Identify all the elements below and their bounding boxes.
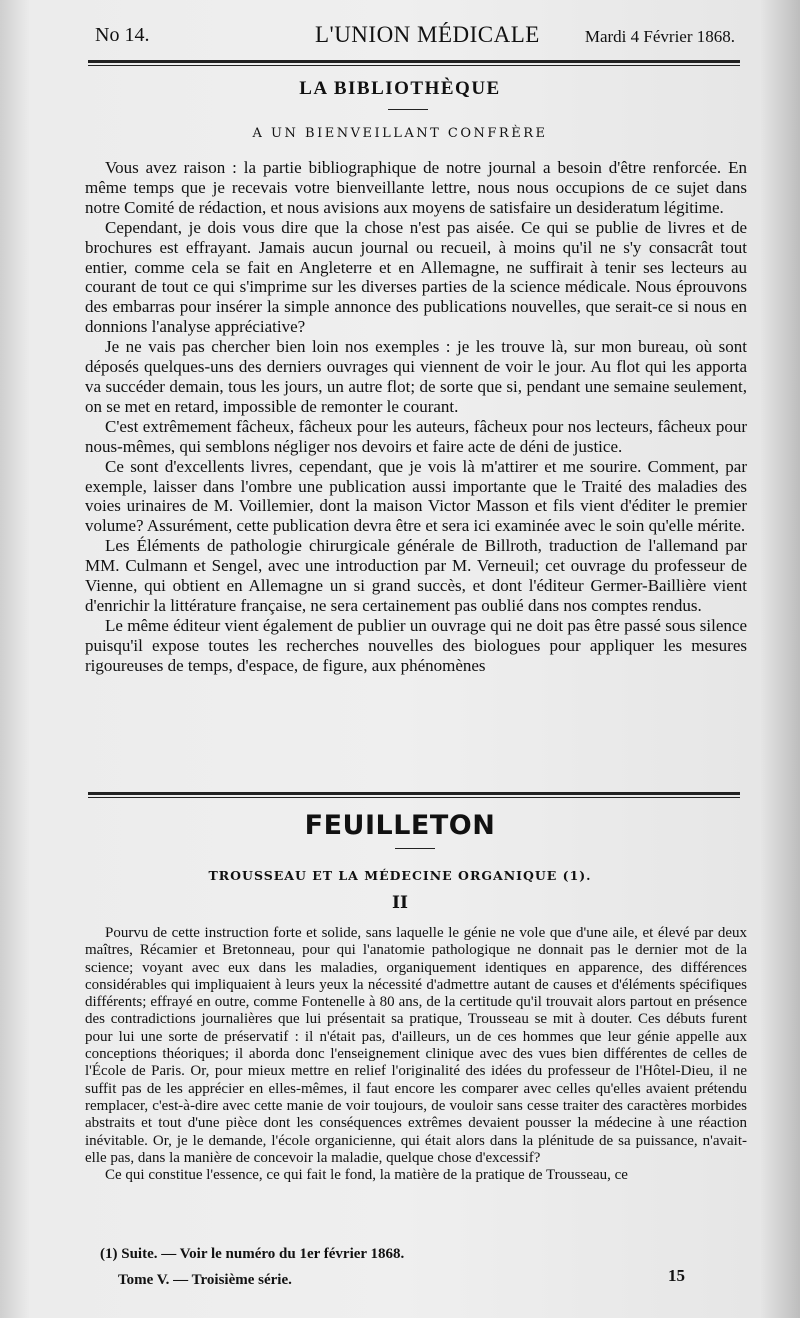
running-header <box>95 22 735 52</box>
paragraph: Je ne vais pas chercher bien loin nos exemples : je les trouve là, sur mon bureau, où sont déposés quelques-uns des derniers ouvrages qui viennent de voir le jour. Au flot qui les apporta va succéder demain, tous les jours, un autre flot; de sorte que si, pendant une semaine seulement, on se met en retard, impossible de remonter le courant. <box>85 337 747 416</box>
feuilleton-rule-thin <box>88 797 740 798</box>
paragraph: Ce qui constitue l'essence, ce qui fait le fond, la matière de la pratique de Trousseau, ce <box>105 1167 628 1184</box>
bibliotheque-body <box>85 158 747 676</box>
journal-title: L'UNION MÉDICALE <box>315 22 540 47</box>
issue-number: No 14. <box>95 24 150 46</box>
section-number: II <box>392 893 408 913</box>
header-rule-thin <box>88 65 740 66</box>
paragraph: Les Éléments de pathologie chirurgicale générale de Billroth, traduction de l'allemand par MM. Culmann et Sengel, avec une introduction par M. Verneuil; cet ouvrage du professeur de Vienne, qui obtient en Allemagne un si grand succès, et dont l'éditeur Germer-Baillière vient d'enrichir la littérature française, ne sera certainement pas oublié dans nos comptes rendus. <box>85 536 747 615</box>
paragraph: Ce sont d'excellents livres, cependant, que je vois là m'attirer et me sourire. Comment, par exemple, laisser dans l'ombre une publication aussi importante que le Traité des maladies des voies urinaires de M. Voillemier, dont la maison Victor Masson et fils vient d'éditer le premier volume? Assurément, cette publication devra être et sera ici examinée avec le soin qu'elle mérite. <box>85 456 747 536</box>
dedication: A UN BIENVEILLANT CONFRÈRE <box>252 126 548 141</box>
title-underline <box>388 109 428 110</box>
paragraph: Pourvu de cette instruction forte et solide, sans laquelle le génie ne vole que d'une aile, et élevé par deux maîtres, Récamier et Bretonneau, pour qui l'anatomie pathologique ne donnait pas le dernier mot de la science; voyant avec eux dans les maladies, organiquement identiques en apparence, des différences considérables qui impliquaient à leurs yeux la nécessité d'admettre autant de causes et d'éléments spécifiques différents; effrayé en outre, comme Fontenelle à 80 ans, de la certitude qu'il trouvait alors partout en présence des contradictions journalières que lui présentait sa pratique, Trousseau se mit à douter. Ces débuts furent pour lui une sorte de préservatif : il n'était pas, d'ailleurs, un de ces hommes que leur génie appelle aux conceptions théoriques; il aborda donc l'enseignement clinique avec des vues bien différentes de celles de l'École de Paris. Or, pour mieux mettre en relief l'originalité des idées du professeur de l'Hôtel-Dieu, il ne suffit pas de les apprécier en elles-mêmes, il faut encore les comparer avec celles qu'elles avaient prétendu remplacer, c'est-à-dire avec cette manie de voir toujours, de vouloir sans cesse traiter des caractères morbides abstraits et tout d'une pièce dont les conséquences extrêmes devaient pousser la médecine à une réaction inévitable. Or, je le demande, l'école organicienne, qui était alors dans la plénitude de sa puissance, n'avait-elle pas, dans la manière de concevoir la maladie, quelque chose d'excessif? <box>85 925 747 1166</box>
feuilleton-rule <box>88 792 740 795</box>
header-rule <box>88 60 740 63</box>
issue-date: Mardi 4 Février 1868. <box>584 27 735 46</box>
page-number: 15 <box>668 1266 685 1285</box>
feuilleton-title: FEUILLETON <box>304 810 496 841</box>
volume-line: Tome V. — Troisième série. <box>118 1272 292 1288</box>
paragraph: Le même éditeur vient également de publier un ouvrage qui ne doit pas être passé sous silence puisqu'il expose toutes les recherches nouvelles des biologues pour appliquer les mesures rigoureuses de temps, d'espace, de figure, aux phénomènes <box>85 615 747 675</box>
footnote: (1) Suite. — Voir le numéro du 1er février 1868. <box>100 1246 405 1262</box>
feuilleton-subtitle: TROUSSEAU ET LA MÉDECINE ORGANIQUE (1). <box>208 868 592 883</box>
paragraph: Vous avez raison : la partie bibliographique de notre journal a besoin d'être renforcée. En même temps que je recevais votre bienveillante lettre, nous nous occupions de ce sujet dans notre Comité de rédaction, et nous avisions aux moyens de satisfaire un desideratum légitime. <box>85 158 747 217</box>
feuilleton-body <box>85 925 747 1184</box>
paragraph: C'est extrêmement fâcheux, fâcheux pour les auteurs, fâcheux pour nos lecteurs, fâcheux pour nous-mêmes, qui semblons négliger nos devoirs et faire acte de déni de justice. <box>85 416 747 456</box>
feuilleton-underline <box>395 848 435 849</box>
section-title: LA BIBLIOTHÈQUE <box>299 78 501 99</box>
paragraph: Cependant, je dois vous dire que la chose n'est pas aisée. Ce qui se publie de livres et de brochures est effrayant. Jamais aucun journal ou recueil, à moins qu'il ne s'y consacrât tout entier, comme cela se fait en Angleterre et en Allemagne, ne suffirait à tenir ses lecteurs au courant de tout ce qui s'imprime sur les diverses parties de la science médicale. Nous éprouvons des embarras pour insérer la simple annonce des publications nouvelles, que serait-ce si nous en donnions l'analyse appréciative? <box>85 217 747 337</box>
page-footer <box>100 1246 685 1288</box>
